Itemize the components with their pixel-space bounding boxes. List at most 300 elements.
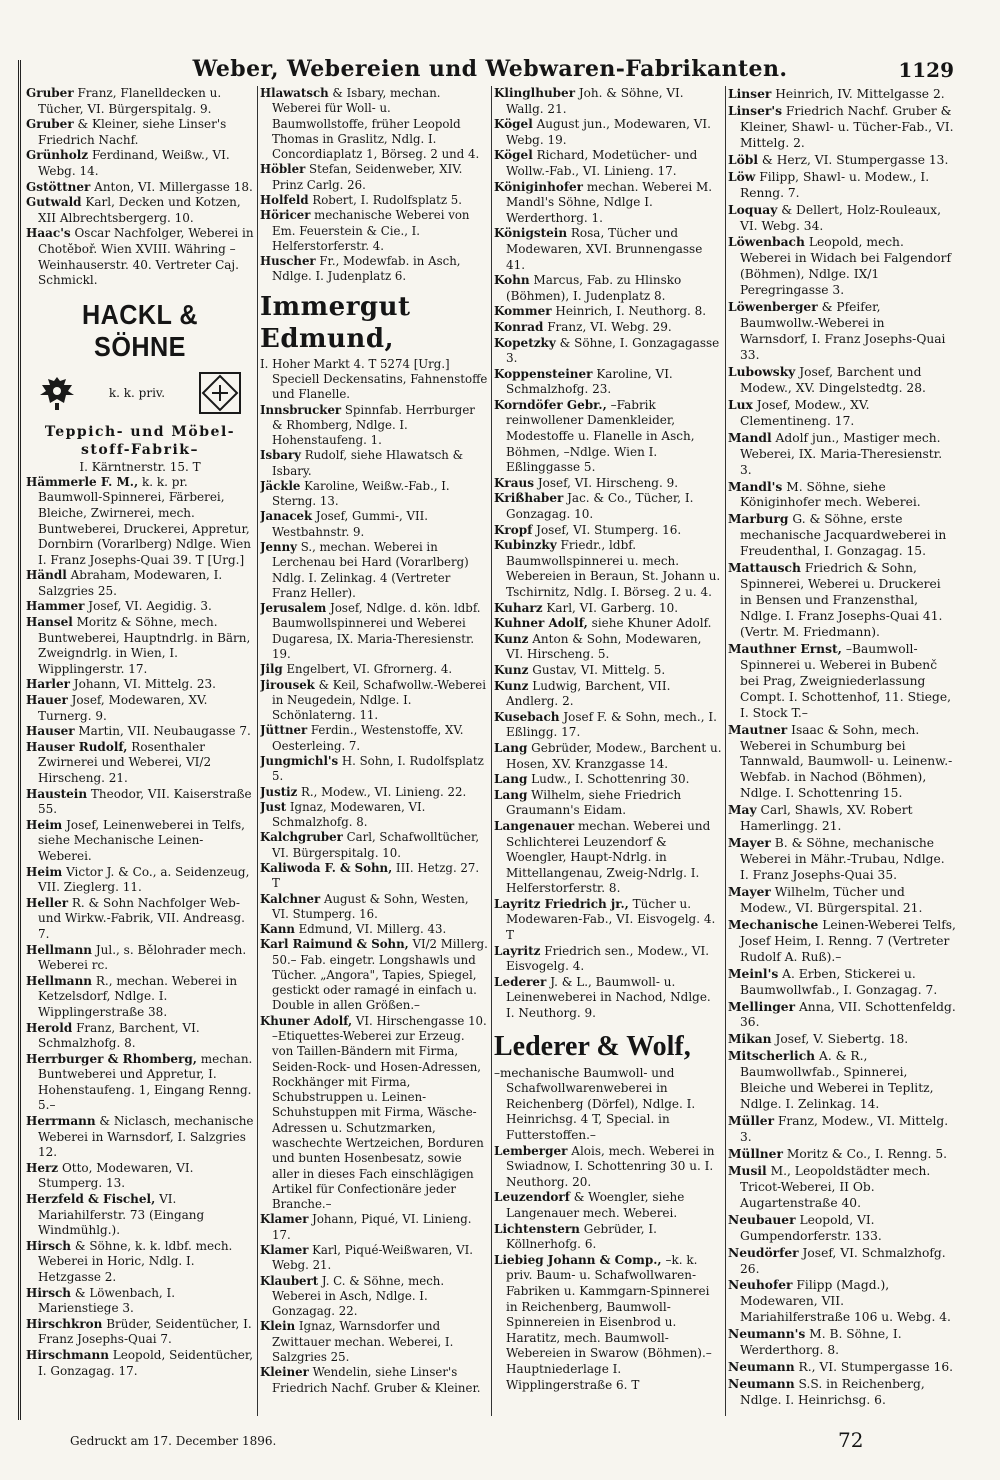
firm-name: Hirschmann — [26, 1347, 109, 1362]
firm-name: Kommer — [494, 304, 552, 319]
entry-details: Gustav, VI. Mittelg. 5. — [532, 662, 666, 677]
directory-entry — [728, 1359, 956, 1376]
directory-column-4 — [728, 86, 956, 1424]
entry-details: Jul., s. Bělohrader mech. Weberei rc. — [38, 942, 247, 973]
hackl-ad-privilege: k. k. priv. — [108, 385, 166, 400]
entry-details: Franz, Modew., VI. Mittelg. 3. — [740, 1114, 949, 1144]
entry-details: Karl, Piqué-Weißwaren, VI. Webg. 21. — [272, 1242, 474, 1273]
directory-entry — [26, 677, 254, 693]
directory-entry — [260, 193, 488, 208]
entry-details: Otto, Modewaren, VI. Stumperg. 13. — [38, 1160, 194, 1191]
entry-details: Ferdin., Westenstoffe, XV. Oesterleing. 7. — [272, 723, 464, 753]
directory-entry — [260, 254, 488, 285]
directory-entry — [260, 678, 488, 724]
directory-entry — [494, 491, 722, 522]
entry-details: Abraham, Modewaren, I. Salzgries 25. — [38, 568, 223, 598]
directory-entry — [494, 398, 722, 476]
entry-details: Leopold, mech. Weberei in Widach bei Falgendorf (Böhmen), Ndlge. IX/1 Peregringasse 3. — [740, 235, 952, 298]
entry-details: Martin, VII. Neubaugasse 7. — [78, 724, 251, 739]
directory-entry — [494, 523, 722, 539]
firm-name: Löw — [728, 168, 756, 184]
entry-details: A. Erben, Stickerei u. Baumwollwfab., I. Gonzagag. 7. — [740, 966, 938, 997]
directory-entry — [26, 787, 254, 818]
firm-name: Mattausch — [728, 560, 801, 576]
entry-details: Filipp, Shawl- u. Modew., I. Renng. 7. — [740, 169, 930, 200]
directory-entry — [26, 599, 254, 615]
directory-entry — [494, 741, 722, 772]
entry-details: Isaac & Sohn, mech. Weberei in Schumburg bei Tannwald, Baumwoll- u. Leinenw.-Webfab. in Nachod (Böhmen), Ndlge. I. Schottenring 15. — [740, 722, 953, 801]
firm-name: Heller — [26, 895, 69, 910]
firm-name: Kraus — [494, 475, 535, 490]
entry-details: Spinnfab. Herrburger & Rhomberg, Ndlge. I. Hohenstaufeng. 1. — [272, 402, 475, 448]
firm-name: Herrmann — [26, 1114, 96, 1129]
directory-entry — [494, 226, 722, 273]
entry-details: Josef, Gummi-, VII. Westbahnstr. 9. — [272, 509, 428, 539]
firm-name: Hansel — [26, 615, 73, 630]
entry-details: Leopold, VI. Gumpendorferstr. 133. — [740, 1212, 882, 1243]
entry-details: Josef, VI. Aegidig. 3. — [88, 599, 212, 614]
directory-entry — [26, 195, 254, 226]
directory-entry — [260, 1365, 488, 1396]
entry-details: Fr., Modewfab. in Asch, Ndlge. I. Judenplatz 6. — [272, 254, 461, 284]
entry-details: Anton, VI. Millergasse 18. — [94, 179, 253, 194]
firm-name: Layritz — [494, 943, 541, 958]
directory-entry — [260, 601, 488, 662]
entry-details: Anton & Sohn, Modewaren, VI. Hirscheng. 5. — [506, 631, 702, 662]
entry-details: Heinrich, IV. Mittelgasse 2. — [775, 87, 945, 101]
entry-details: Ferdinand, Weißw., VI. Webg. 14. — [38, 148, 230, 178]
entry-details: M. Söhne, siehe Königinhofer mech. Weberei. — [740, 479, 921, 510]
directory-entry — [260, 830, 488, 861]
entry-details: Rosa, Tücher und Modewaren, XVI. Brunnengasse 41. — [506, 226, 703, 272]
firm-name: Löwenberger — [728, 299, 818, 315]
directory-entry — [494, 616, 722, 632]
firm-name: Haac's — [26, 226, 71, 241]
entry-details: Josef, Modew., XV. Clementineng. 17. — [740, 397, 870, 428]
entry-details: Robert, I. Rudolfsplatz 5. — [312, 192, 462, 207]
directory-entry — [26, 475, 254, 569]
directory-entry — [494, 710, 722, 741]
firm-name: Hirschkron — [26, 1316, 103, 1331]
firm-name: Jilg — [260, 662, 283, 677]
firm-name: Janacek — [260, 509, 313, 524]
entry-details: mechan. Weberei und Schlichterei Leuzendorf & Woengler, Haupt-Ndrlg. in Mittellangenau, Zweig-Ndrlg. I. Helferstorferstr. 8. — [506, 818, 711, 896]
entry-details: Friedrich & Sohn, Spinnerei, Weberei u. Druckerei in Bensen und Franzensthal, Ndlge. I. Franz Josephs-Quai 41. (Vertr. M. Friedmann). — [740, 561, 943, 639]
firm-name: Kropf — [494, 522, 533, 537]
directory-entry — [26, 226, 254, 288]
directory-entry — [26, 693, 254, 724]
firm-name: Marburg — [728, 511, 789, 527]
firm-name: Jungmichl's — [260, 753, 339, 768]
firm-name: Haustein — [26, 786, 88, 801]
directory-entry — [494, 148, 722, 179]
entry-details: Friedrich Nachf. Gruber & Kleiner, Shawl- u. Tücher-Fab., VI. Mittelg. 2. — [740, 103, 954, 150]
directory-entry — [728, 560, 956, 641]
entry-details: H. Sohn, I. Rudolfsplatz 5. — [272, 753, 484, 784]
entry-details: M. B. Söhne, I. Werderthorg. 8. — [740, 1327, 902, 1358]
directory-entry — [494, 1066, 722, 1144]
firm-name: Langenauer — [494, 818, 575, 833]
entry-details: Rosenthaler Zwirnerei und Weberei, VI/2 Hirscheng. 21. — [38, 739, 212, 785]
firm-name: Kalchgruber — [260, 830, 343, 845]
entry-details: I. Hoher Markt 4. T 5274 [Urg.] Speciell Deckensatins, Fahnenstoffe und Flanelle. — [260, 356, 488, 402]
directory-column-2 — [260, 86, 488, 1424]
firm-name: Hammer — [26, 599, 85, 614]
entry-details: Karl, Decken und Kotzen, XII Albrechtsbergerg. 10. — [38, 195, 241, 225]
entry-details: Wendelin, siehe Linser's Friedrich Nachf. Gruber & Kleiner. — [272, 1365, 481, 1395]
directory-entry — [26, 180, 254, 196]
firm-name: Grünholz — [26, 148, 89, 163]
firm-name: Herold — [26, 1020, 73, 1035]
entry-details: siehe Khuner Adolf. — [591, 616, 712, 631]
entry-details: Engelbert, VI. Gfrornerg. 4. — [286, 662, 453, 677]
directory-entry — [494, 788, 722, 819]
firm-name: Hlawatsch — [260, 86, 329, 100]
entry-details: & Söhne, k. k. ldbf. mech. Weberei in Horic, Ndlg. I. Hetzgasse 2. — [38, 1238, 233, 1284]
firm-name: Lang — [494, 772, 528, 787]
firm-name: Klaubert — [260, 1273, 319, 1288]
entry-details: Heinrich, I. Neuthorg. 8. — [555, 304, 707, 319]
entry-details: & Kleiner, siehe Linser's Friedrich Nachf. — [38, 117, 227, 147]
entry-details: & Herz, VI. Stumpergasse 13. — [761, 152, 949, 167]
hackl-ad-heading-2: stoff-Fabrik– — [81, 441, 199, 458]
directory-entry — [494, 538, 722, 600]
entry-details: S., mechan. Weberei in Lerchenau bei Hard (Vorarlberg) Ndlg. I. Zelinkag. 4 (Vertreter Franz Heller). — [272, 540, 469, 600]
entry-details: Victor J. & Co., a. Seidenzeug, VII. Zieglerg. 11. — [38, 864, 250, 895]
entry-details: Franz, Flanelldecken u. Tücher, VI. Bürgerspitalg. 9. — [38, 86, 222, 116]
directory-entry — [494, 320, 722, 336]
entry-details: S.S. in Reichenberg, Ndlge. I. Heinrichsg. 6. — [740, 1377, 925, 1407]
directory-entry — [260, 723, 488, 754]
directory-entry — [728, 835, 956, 884]
firm-name: Hirsch — [26, 1238, 72, 1253]
directory-entry — [260, 1014, 488, 1213]
entry-details: III. Hetzg. 27. T — [272, 860, 480, 891]
firm-name: Konrad — [494, 319, 544, 334]
entry-details: Wilhelm, Tücher und Modew., VI. Bürgerspital. 21. — [740, 884, 923, 915]
directory-entry — [260, 357, 488, 403]
directory-entry — [494, 1144, 722, 1191]
firm-name: Harler — [26, 677, 70, 692]
directory-entry — [494, 273, 722, 304]
entry-details: J. & L., Baumwoll- u. Leinenweberei in Nachod, Ndlge. I. Neuthorg. 9. — [506, 974, 711, 1021]
directory-entry — [728, 999, 956, 1032]
firm-name: Neudörfer — [728, 1244, 799, 1260]
firm-name: Kunz — [494, 678, 529, 693]
directory-entry — [494, 304, 722, 320]
entry-details: August & Sohn, Westen, VI. Stumperg. 16. — [272, 891, 469, 921]
firm-name: Khuner Adolf, — [260, 1013, 353, 1028]
page-title: Weber, Webereien und Webwaren-Fabrikanten. — [192, 56, 788, 82]
firm-name: Koppensteiner — [494, 366, 593, 381]
directory-entry — [728, 1163, 956, 1212]
entry-details: Ludw., I. Schottenring 30. — [531, 772, 690, 787]
directory-entry — [260, 785, 488, 800]
firm-name: Musil — [728, 1162, 767, 1178]
entry-details: A. & R., Baumwollwfab., Spinnerei, Bleiche und Weberei in Teplitz, Ndlge. I. Zelinkag. 14. — [740, 1049, 934, 1112]
directory-entry — [26, 818, 254, 865]
entry-details: Karoline, VI. Schmalzhofg. 23. — [506, 366, 673, 397]
firm-name: Loquay — [728, 201, 778, 217]
directory-entry — [260, 1212, 488, 1243]
directory-entry — [26, 1114, 254, 1161]
entry-details: Josef, Modewaren, XV. Turnerg. 9. — [38, 693, 208, 723]
directory-entry — [494, 336, 722, 367]
directory-entry — [494, 117, 722, 148]
directory-entry — [26, 117, 254, 148]
entry-details: Carl, Schafwolltücher, VI. Bürgerspitalg. 10. — [272, 830, 480, 860]
directory-entry — [260, 937, 488, 1013]
entry-details: –Fabrik reinwollener Damenkleider, Modestoffe u. Flanelle in Asch, Böhmen, –Ndlge. Wien I. Eßlinggasse 5. — [506, 397, 695, 475]
entry-details: –k. k. priv. Baum- u. Schafwollwaren-Fabriken u. Kammgarn-Spinnerei in Reichenberg, Baumwoll-Spinnereien in Eisenbrod u. Haratitz, mech. Baumwoll-Webereien in Swarow (Böhmen).–Hauptniederlage I. Wipplingerstraße 6. T — [506, 1252, 712, 1392]
double-eagle-emblem-icon — [36, 373, 78, 413]
entry-details: & Pfeifer, Baumwollw.-Weberei in Warnsdorf, I. Franz Josephs-Quai 33. — [740, 300, 946, 362]
firm-name: Jüttner — [260, 723, 308, 738]
directory-entry — [728, 1326, 956, 1359]
directory-entry — [728, 802, 956, 835]
firm-name: Herzfeld & Fischel, — [26, 1192, 156, 1207]
directory-entry — [26, 148, 254, 179]
entry-details: Karl, VI. Garberg. 10. — [546, 600, 679, 615]
entry-details: Edmund, VI. Millerg. 43. — [298, 922, 447, 937]
entry-details: Filipp (Magd.), Modewaren, VII. Mariahilferstraße 106 u. Webg. 4. — [740, 1278, 951, 1325]
firm-name: Klein — [260, 1319, 296, 1334]
firm-name: Kögel — [494, 117, 533, 132]
firm-name: Lemberger — [494, 1143, 568, 1158]
hackl-ad-title: HACKL & SÖHNE — [81, 298, 199, 362]
entry-details: M., Leopoldstädter mech. Tricot-Weberei, II Ob. Augartenstraße 40. — [740, 1163, 931, 1210]
hackl-advertisement — [26, 299, 254, 475]
directory-entry — [494, 1190, 722, 1221]
directory-entry — [26, 865, 254, 896]
firm-name: Kusebach — [494, 709, 560, 724]
directory-entry — [494, 632, 722, 663]
firm-name: Kubinzky — [494, 538, 557, 553]
entry-details: Alois, mech. Weberei in Swiadnow, I. Schottenring 30 u. I. Neuthorg. 20. — [506, 1143, 715, 1189]
directory-entry — [728, 1048, 956, 1113]
directory-entry — [260, 800, 488, 831]
entry-details: Gebrüder, Modew., Barchent u. Hosen, XV. Kranzgasse 14. — [506, 740, 722, 771]
firm-name: Just — [260, 799, 287, 814]
firm-name: Herrburger & Rhomberg, — [26, 1051, 197, 1066]
firm-name: Leuzendorf — [494, 1190, 570, 1205]
firm-name: Lederer — [494, 974, 547, 989]
firm-name: Neumann — [728, 1376, 795, 1392]
directory-entry — [728, 152, 956, 169]
firm-name: Händl — [26, 568, 67, 583]
firm-name: Hauer — [26, 693, 68, 708]
entry-details: Anna, VII. Schottenfeldg. 36. — [740, 999, 956, 1030]
hackl-ad-address: I. Kärntnerstr. 15. T — [79, 459, 201, 474]
firm-name: Klamer — [260, 1242, 309, 1257]
firm-name: Heim — [26, 864, 63, 879]
firm-name: Höricer — [260, 208, 311, 223]
firm-name: Gstöttner — [26, 179, 91, 194]
entry-details: Moritz & Co., I. Renng. 5. — [786, 1146, 948, 1161]
firm-name: Königinhofer — [494, 179, 583, 194]
entry-details: Rudolf, siehe Hlawatsch & Isbary. — [272, 448, 464, 478]
entry-details: VI. Hirschengasse 10. –Etiquettes-Weberei zur Erzeug. von Taillen-Bändern mit Firma, Seiden-Rock- und Hosen-Adressen, Rockhänger mit Firma, Schubstruppen u. Leinen-Schuhstuppen mit Firma, Wäsche-Adressen u. Schutzmarken, waschechte Wertzeichen, Borduren und bunten Hosenbesatz, sowie aller in dieses Fach einschlägigen Artikel für Confectionäre jeder Branche.– — [272, 1013, 487, 1212]
directory-entry — [728, 1245, 956, 1278]
firm-name: May — [728, 802, 757, 818]
firm-name: Liebieg Johann & Comp., — [494, 1252, 662, 1267]
firm-name: Hauser Rudolf, — [26, 739, 128, 754]
entry-details: Tücher u. Modewaren-Fab., VI. Eisvogelg. 4. T — [506, 896, 716, 943]
firm-name: Lang — [494, 740, 528, 755]
directory-entry — [26, 1161, 254, 1192]
entry-details: Friedr., ldbf. Baumwollspinnerei u. mech. Webereien in Beraun, St. Johann u. Tschirnitz, Ndlg. I. Börseg. 2 u. 4. — [506, 538, 721, 599]
entry-details: Friedrich sen., Modew., VI. Eisvogelg. 4. — [506, 943, 710, 974]
firm-display-name: Lederer & Wolf, — [494, 1030, 691, 1062]
firm-name: Müller — [728, 1113, 775, 1129]
entry-details: Moritz & Söhne, mech. Buntweberei, Hauptndrlg. in Bärn, Zweigndrlg. in Wien, I. Wipplingerstr. 17. — [38, 615, 251, 676]
directory-entry — [26, 1286, 254, 1317]
directory-entry — [260, 754, 488, 785]
firm-name: Neumann — [728, 1359, 795, 1375]
entry-details: k. k. pr. Baumwoll-Spinnerei, Färberei, Bleiche, Zwirnerei, mech. Buntweberei, Druckerei, Appretur, Dornbirn (Vorarlberg) Ndlge. Wien I. Franz Josephs-Quai 39. T [Urg.] — [38, 474, 251, 567]
firm-name: Neubauer — [728, 1211, 796, 1227]
firm-name: Kuhner Adolf, — [494, 616, 588, 631]
directory-entry — [494, 772, 722, 788]
entry-details: Leinen-Weberei Telfs, Josef Heim, I. Renng. 7 (Vertreter Rudolf A. Ruß).– — [740, 917, 956, 964]
firm-name: Mautner — [728, 721, 788, 737]
firm-name: Lang — [494, 787, 528, 802]
directory-entry — [494, 897, 722, 944]
directory-entry — [494, 476, 722, 492]
directory-entry — [26, 1052, 254, 1114]
firm-name: Neumann's — [728, 1326, 806, 1342]
directory-entry — [728, 884, 956, 917]
directory-entry — [26, 896, 254, 943]
directory-entry — [728, 202, 956, 235]
directory-entry — [494, 601, 722, 617]
entry-details: Franz, Barchent, VI. Schmalzhofg. 8. — [38, 1020, 200, 1051]
firm-name: Klamer — [260, 1212, 309, 1227]
directory-entry — [728, 364, 956, 397]
firm-name: Korndöfer Gebr., — [494, 397, 607, 412]
page-number: 1129 — [898, 58, 954, 82]
entry-details: –Baumwoll-Spinnerei u. Weberei in Bubenč bei Prag, Zweigniederlassung Compt. I. Schottenhof, 11. Stiege, I. Stock T.– — [740, 641, 952, 720]
directory-entry — [260, 448, 488, 479]
entry-details: mechan. Buntweberei und Appretur, I. Hohenstaufeng. 1, Eingang Renng. 5.– — [38, 1051, 253, 1113]
directory-entry — [494, 663, 722, 679]
firm-name: Kopetzky — [494, 335, 556, 350]
directory-entry — [728, 1376, 956, 1409]
firm-name: Lux — [728, 396, 753, 412]
entry-details: Karoline, Weißw.-Fab., I. Sterng. 13. — [272, 478, 450, 509]
entry-details: Ignaz, Warnsdorfer und Zwittauer mechan. Weberei, I. Salzgries 25. — [272, 1319, 454, 1364]
directory-entry — [260, 922, 488, 937]
directory-entry — [260, 403, 488, 449]
directory-entry — [260, 861, 488, 892]
entry-details: R., VI. Stumpergasse 16. — [798, 1360, 954, 1375]
firm-name: Kunz — [494, 631, 529, 646]
entry-details: –mechanische Baumwoll- und Schafwollwarenweberei in Reichenberg (Dörfel), Ndlge. I. Heinrichsg. 4 T, Special. in Futterstoffen.– — [494, 1065, 696, 1142]
entry-details: Josef, V. Siebertg. 18. — [775, 1032, 909, 1047]
firm-name: Jenny — [260, 540, 297, 555]
firm-name: Mechanische — [728, 916, 819, 932]
column-divider — [491, 86, 492, 1416]
firm-display-name: Immergut Edmund, — [260, 291, 411, 354]
firm-name: Jäckle — [260, 478, 301, 493]
directory-entry — [728, 397, 956, 430]
firm-name: Gruber — [26, 117, 74, 132]
entry-details: Ludwig, Barchent, VII. Andlerg. 2. — [506, 678, 671, 709]
entry-details: Josef, Leinenweberei in Telfs, siehe Mechanische Leinen-Weberei. — [38, 817, 245, 863]
firm-name: Linser's — [728, 102, 782, 118]
hackl-ad-heading-1: Teppich- und Möbel- — [44, 423, 236, 440]
directory-entry — [728, 299, 956, 364]
entry-details: B. & Söhne, mechanische Weberei in Mähr.-Trubau, Ndlge. I. Franz Josephs-Quai 35. — [740, 836, 945, 882]
firm-name: Kalchner — [260, 891, 321, 906]
firm-name: Kuharz — [494, 600, 543, 615]
directory-entry — [494, 975, 722, 1022]
trademark-diamond-icon — [196, 369, 244, 417]
firm-name: Mandl — [728, 429, 772, 445]
entry-details: & Löwenbach, I. Marienstiege 3. — [38, 1285, 176, 1316]
firm-name: Müllner — [728, 1145, 783, 1161]
entry-details: & Söhne, I. Gonzagagasse 3. — [506, 335, 720, 366]
print-date: Gedruckt am 17. December 1896. — [70, 1434, 277, 1448]
entry-details: & Isbary, mechan. Weberei für Woll- u. Baumwollstoffe, früher Leopold Thomas in Graslitz, Ndlg. I. Concordiaplatz 1, Börseg. 2 und 4. — [272, 86, 480, 162]
entry-details: Franz, VI. Webg. 29. — [547, 319, 672, 334]
firm-name: Kögel — [494, 148, 533, 163]
directory-entry — [26, 568, 254, 599]
firm-name: Lichtenstern — [494, 1221, 580, 1236]
entry-details: Brüder, Seidentücher, I. Franz Josephs-Quai 7. — [38, 1316, 252, 1347]
directory-entry — [728, 169, 956, 202]
entry-details: Josef, VI. Hirscheng. 9. — [537, 475, 679, 490]
firm-name: Hellmann — [26, 973, 93, 988]
firm-name: Jirousek — [260, 677, 315, 692]
firm-name: Hämmerle F. M., — [26, 474, 139, 489]
firm-name: Herz — [26, 1160, 59, 1175]
firm-name: Neuhofer — [728, 1277, 793, 1293]
directory-entry — [728, 1146, 956, 1163]
firm-name: Kaliwoda F. & Sohn, — [260, 860, 393, 875]
firm-name: Kann — [260, 922, 295, 937]
directory-entry — [260, 479, 488, 510]
directory-entry — [728, 103, 956, 152]
firm-name: Löwenbach — [728, 234, 805, 250]
directory-entry — [494, 86, 722, 117]
firm-name: Karl Raimund & Sohn, — [260, 937, 409, 952]
entry-details: Johann, Piqué, VI. Linieng. 17. — [272, 1212, 472, 1242]
firm-name: Linser — [728, 86, 772, 101]
entry-details: R., Modew., VI. Linieng. 22. — [301, 784, 467, 799]
directory-entry — [26, 615, 254, 677]
firm-name: Mitscherlich — [728, 1048, 816, 1064]
entry-details: Adolf jun., Mastiger mech. Weberei, IX. Maria-Theresienstr. 3. — [740, 430, 943, 477]
firm-name: Hirsch — [26, 1285, 72, 1300]
firm-name: Mauthner Ernst, — [728, 640, 842, 656]
firm-name: Layritz Friedrich jr., — [494, 896, 629, 911]
firm-name: Löbl — [728, 151, 759, 167]
directory-entry — [494, 180, 722, 227]
firm-name: Kunz — [494, 662, 529, 677]
entry-details: J. C. & Söhne, mech. Weberei in Asch, Ndlge. I. Gonzagag. 22. — [272, 1273, 445, 1319]
entry-details: Leopold, Seidentücher, I. Gonzagag. 17. — [38, 1347, 254, 1378]
entry-details: VI/2 Millerg. 50.– Fab. eingetr. Longshawls und Tücher. „Angora", Tapies, Spiegel, gestickt oder ramagé in einfach u. Double in allen Größen.– — [272, 937, 488, 1013]
entry-details: Josef, VI. Stumperg. 16. — [536, 522, 682, 537]
firm-name: Mayer — [728, 835, 771, 851]
firm-name: Holfeld — [260, 192, 309, 207]
entry-details: August jun., Modewaren, VI. Webg. 19. — [506, 117, 711, 147]
firm-name: Jerusalem — [260, 601, 327, 616]
firm-name: Mayer — [728, 883, 771, 899]
entry-details: G. & Söhne, erste mechanische Jacquardweberei in Freudenthal, I. Gonzagag. 15. — [740, 512, 947, 559]
directory-entry — [26, 1348, 254, 1379]
